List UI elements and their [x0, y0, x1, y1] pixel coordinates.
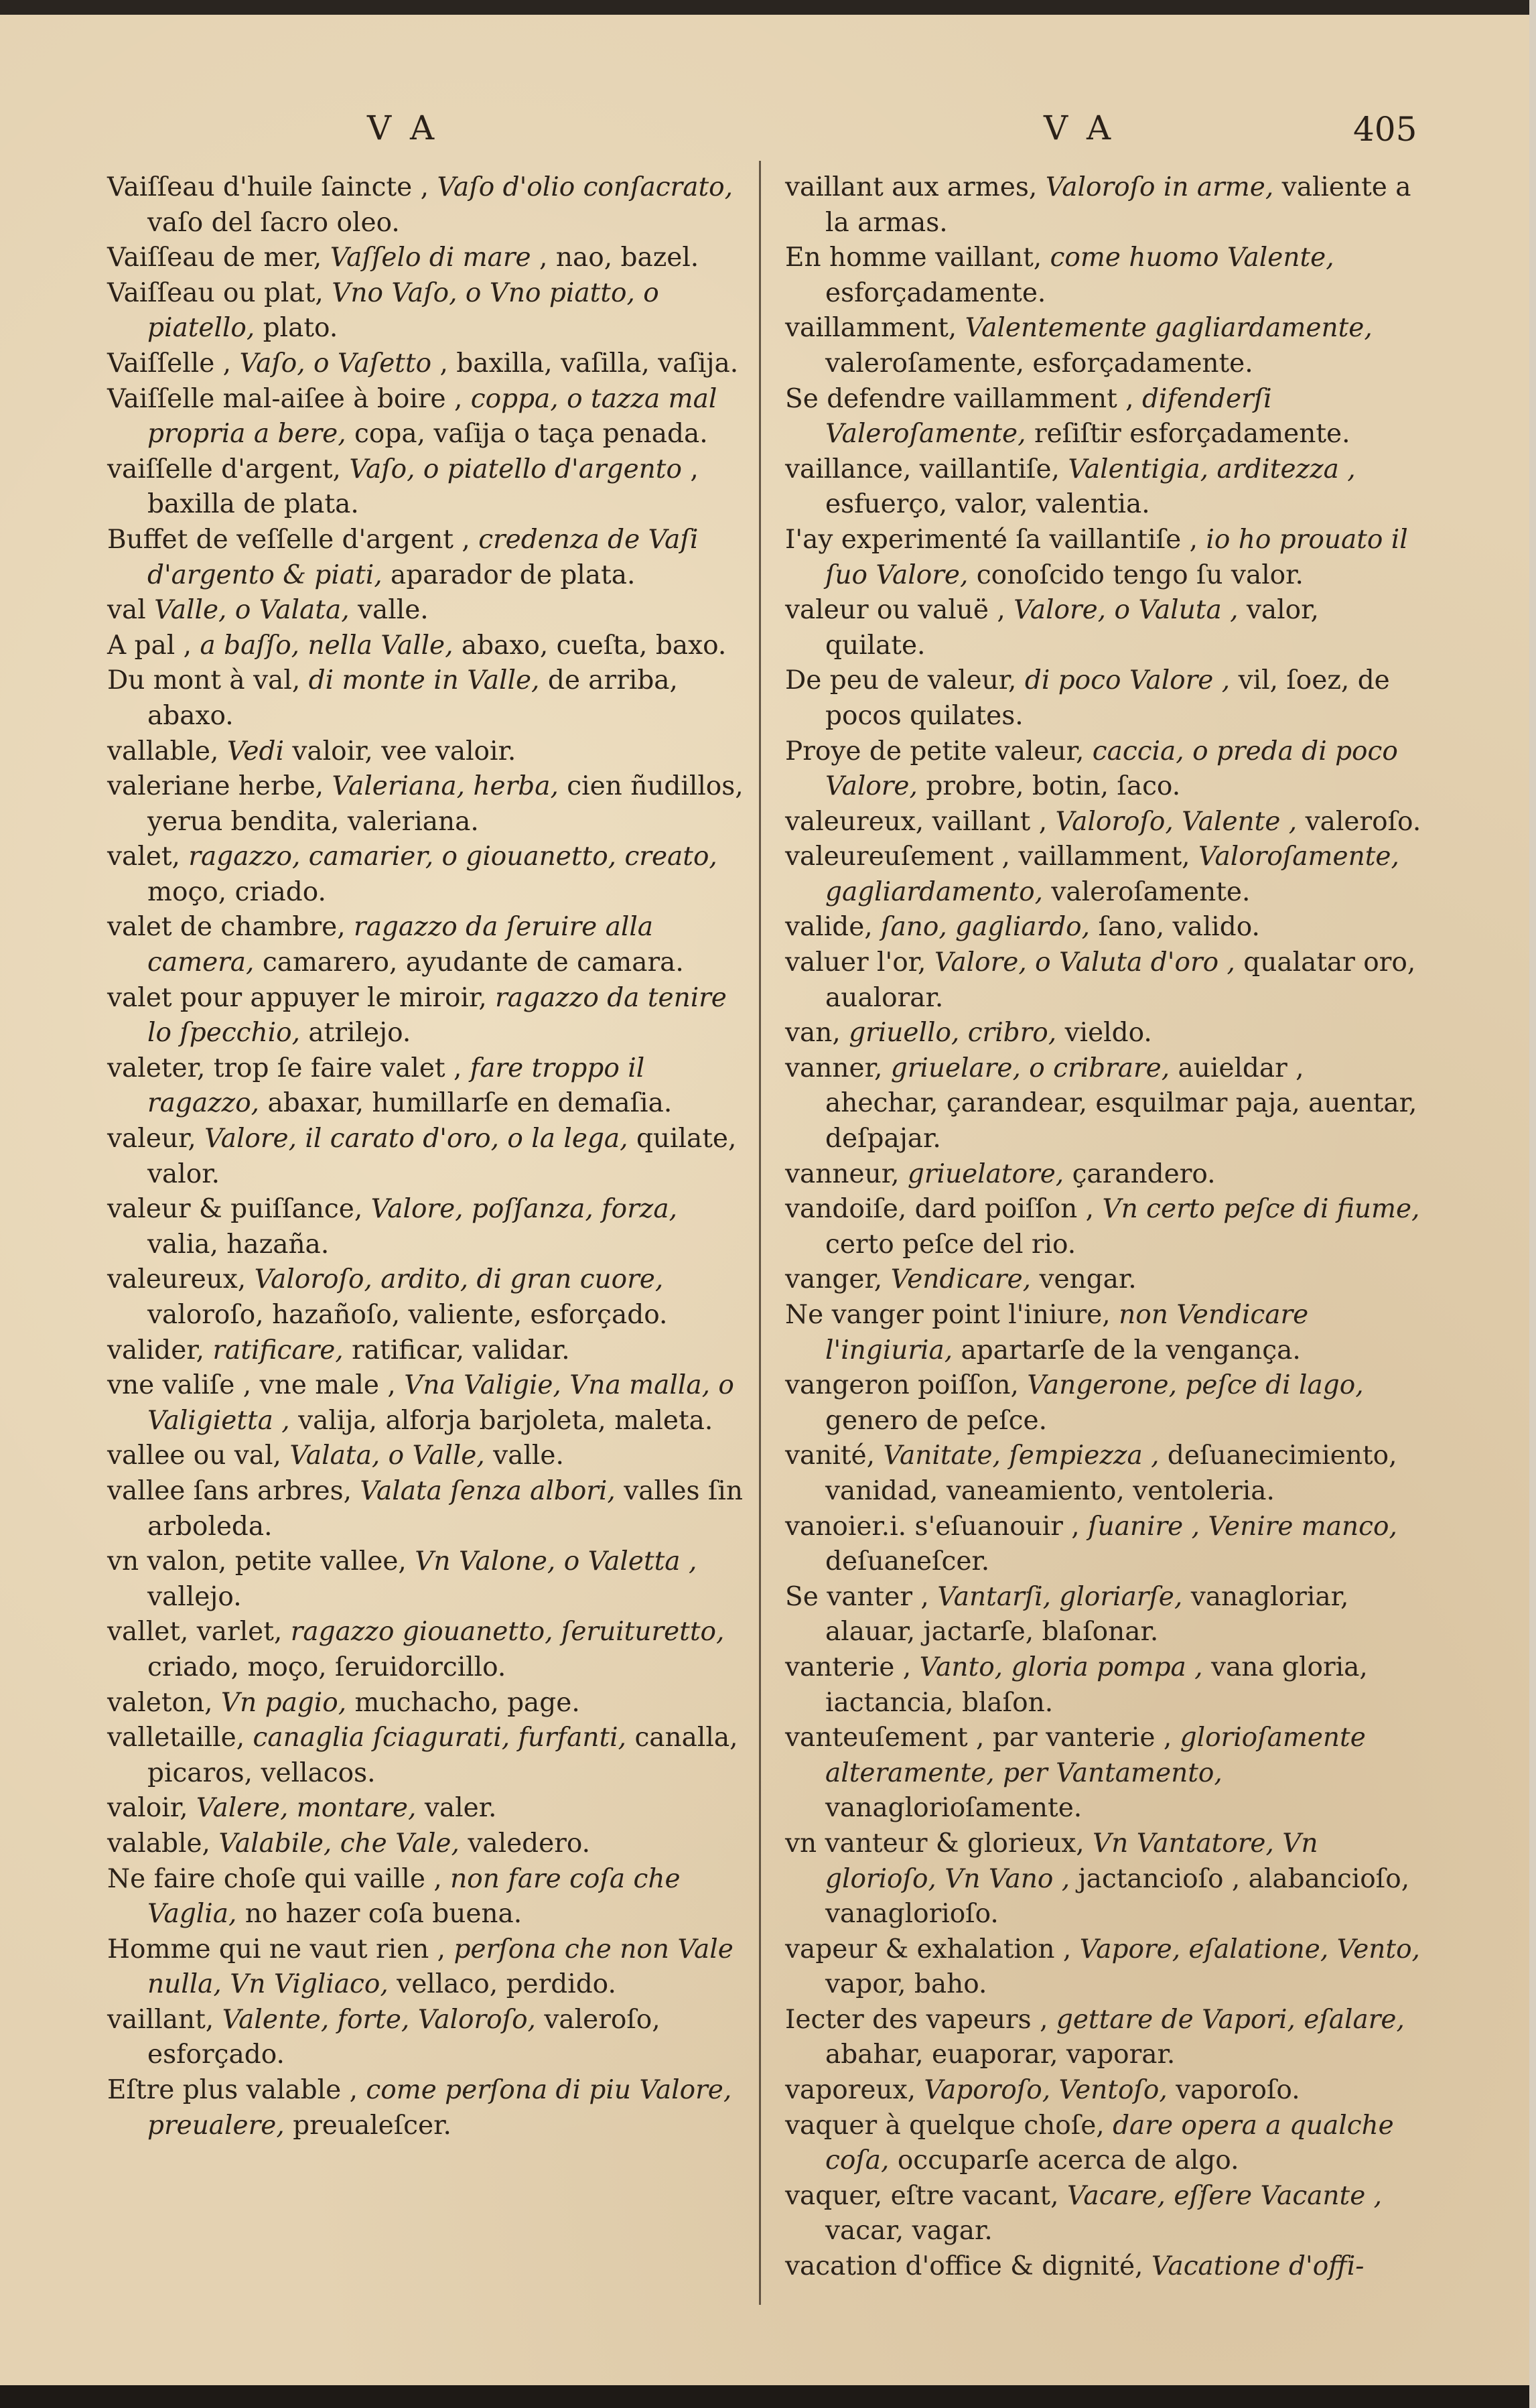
entry-headword: A pal , — [107, 630, 192, 661]
entry-italian: Vacatione d'offi- — [1151, 2251, 1365, 2282]
entry-spanish: valia, hazaña. — [147, 1229, 330, 1260]
entry-headword: valuer l'or, — [785, 947, 926, 978]
dictionary-entry — [785, 523, 1421, 593]
dictionary-entry — [785, 2003, 1421, 2073]
entry-headword: vanoier.i. s'eſuanouir , — [785, 1511, 1080, 1542]
dictionary-entry — [785, 734, 1421, 805]
entry-headword: Vaiſſeau de mer, — [107, 243, 322, 273]
entry-spanish: valles ſin arboleda. — [147, 1475, 743, 1542]
entry-headword: valable, — [107, 1828, 210, 1859]
entry-italian: Vendicare, — [890, 1264, 1032, 1295]
entry-spanish: vana gloria, iactancia, blaſon. — [825, 1652, 1368, 1718]
entry-headword: vaillance, vaillantiſe, — [785, 454, 1060, 484]
entry-headword: valet de chambre, — [107, 912, 346, 943]
dictionary-entry — [107, 593, 747, 628]
entry-italian: Valore, o Valuta d'oro , — [934, 947, 1235, 978]
dictionary-entry — [785, 1298, 1421, 1368]
entry-spanish: plato. — [263, 313, 338, 344]
entry-headword: Eſtre plus valable , — [107, 2075, 358, 2106]
entry-headword: Ne faire choſe qui vaille , — [107, 1863, 442, 1894]
dictionary-entry — [107, 910, 747, 980]
entry-italian: Valoroſamente, gagliardamento, — [825, 842, 1399, 907]
entry-italian: Valoroſo, Valente , — [1055, 806, 1298, 837]
entry-italian: ſuanire , Venire manco, — [1088, 1511, 1397, 1542]
entry-headword: vaillamment, — [785, 313, 957, 344]
entry-spanish: vellaco, perdido. — [397, 1969, 616, 2000]
entry-italian: Valabile, che Vale, — [218, 1828, 460, 1859]
entry-spanish: esforçadamente. — [825, 277, 1046, 308]
entry-headword: vanteuſement , par vanterie , — [785, 1723, 1172, 1753]
dictionary-entry — [107, 2073, 747, 2143]
entry-spanish: probre, botin, ſaco. — [926, 771, 1181, 802]
entry-italian: griuelatore, — [907, 1158, 1064, 1189]
entry-italian: Vaſo, o piatello d'argento — [349, 454, 682, 484]
dictionary-entry — [785, 1192, 1421, 1262]
entry-italian: ragazzo, camarier, o giouanetto, creato, — [188, 842, 717, 872]
dictionary-entry — [785, 805, 1421, 840]
dictionary-entry — [785, 1510, 1421, 1580]
entry-headword: van, — [785, 1018, 841, 1049]
dictionary-entry — [785, 910, 1421, 945]
entry-spanish: aparador de plata. — [391, 559, 636, 590]
entry-headword: vaillant aux armes, — [785, 172, 1038, 202]
dictionary-entry — [785, 1580, 1421, 1650]
entry-spanish: valeroſamente. — [1051, 876, 1251, 907]
entry-spanish: vacar, vagar. — [825, 2216, 993, 2247]
dictionary-entry — [785, 1439, 1421, 1509]
entry-spanish: vieldo. — [1064, 1018, 1152, 1049]
entry-headword: valeton, — [107, 1687, 213, 1718]
entry-italian: Vanto, gloria pompa , — [919, 1652, 1203, 1682]
entry-spanish: auieldar , ahechar, çarandear, esquilmar paja, auentar, deſpajar. — [825, 1053, 1417, 1154]
entry-spanish: abaxar, humillarſe en demaſia. — [267, 1088, 673, 1119]
dictionary-entry — [107, 1862, 747, 1932]
entry-spanish: vaſo del ſacro oleo. — [147, 207, 400, 238]
entry-spanish: deſuaneſcer. — [825, 1546, 990, 1577]
page-number: 405 — [1353, 110, 1417, 149]
entry-spanish: qualatar oro, aualorar. — [825, 947, 1416, 1013]
dictionary-entry — [107, 1368, 747, 1439]
entry-spanish: camarero, ayudante de camara. — [262, 947, 684, 978]
entry-spanish: vil, ſoez, de pocos quilates. — [825, 665, 1390, 731]
entry-headword: vangeron poiſſon, — [785, 1370, 1019, 1401]
entry-headword: valeureuſement , vaillamment, — [785, 842, 1190, 872]
entry-spanish: çarandero. — [1072, 1158, 1216, 1189]
left-column — [107, 170, 747, 2143]
column-divider — [759, 161, 761, 2305]
entry-headword: vn vanteur & glorieux, — [785, 1828, 1085, 1859]
entry-headword: vaporeux, — [785, 2075, 916, 2106]
entry-spanish: vapor, baho. — [825, 1969, 987, 2000]
entry-headword: Proye de petite valeur, — [785, 736, 1085, 766]
entry-spanish: valeroſamente, esforçadamente. — [825, 348, 1253, 379]
entry-italian: come perſona di piu Valore, preualere, — [147, 2075, 732, 2141]
entry-spanish: ratificar, validar. — [352, 1335, 570, 1365]
entry-italian: Valore, o Valuta , — [1014, 595, 1239, 626]
entry-italian: come huomo Valente, — [1050, 243, 1334, 273]
entry-italian: Vno Vaſo, o Vno piatto, o piatello, — [147, 277, 659, 344]
entry-headword: vallable, — [107, 736, 219, 766]
entry-italian: Vn pagio, — [220, 1687, 347, 1718]
entry-headword: Vaiſſelle , — [107, 348, 232, 379]
entry-spanish: genero de peſce. — [825, 1405, 1048, 1436]
entry-headword: Vaiſſeau ou plat, — [107, 277, 324, 308]
entry-headword: Iecter des vapeurs , — [785, 2004, 1048, 2035]
entry-spanish: valija, alforja barjoleta, maleta. — [298, 1405, 713, 1436]
dictionary-entry — [785, 663, 1421, 734]
dictionary-entry — [785, 1826, 1421, 1932]
scan-edge-bottom — [0, 2385, 1536, 2408]
entry-headword: Vaiſſelle mal-aiſee à boire , — [107, 383, 463, 414]
dictionary-entry — [107, 734, 747, 770]
dictionary-entry — [785, 1262, 1421, 1298]
entry-italian: Valere, montare, — [196, 1793, 417, 1824]
dictionary-entry — [107, 1826, 747, 1862]
entry-italian: ragazzo giouanetto, ſeruituretto, — [290, 1617, 725, 1648]
entry-italian: io ho prouato il ſuo Valore, — [825, 524, 1408, 590]
entry-italian: Valata, o Valle, — [289, 1441, 485, 1471]
dictionary-entry — [785, 840, 1421, 910]
entry-headword: vaillant, — [107, 2004, 214, 2035]
entry-italian: Valore, poſſanza, forza, — [370, 1194, 677, 1225]
entry-headword: Buffet de veſſelle d'argent , — [107, 524, 470, 555]
entry-spanish: valle. — [493, 1441, 564, 1471]
entry-headword: Vaiſſeau d'huile ſaincte , — [107, 172, 429, 202]
entry-italian: Vantarſi, gloriarſe, — [937, 1581, 1183, 1612]
entry-spanish: valle. — [358, 595, 429, 626]
dictionary-entry — [107, 1051, 747, 1122]
entry-spanish: conoſcido tengo ſu valor. — [976, 559, 1304, 590]
entry-italian: ratificare, — [212, 1335, 344, 1365]
entry-spanish: vanaglorioſamente. — [825, 1793, 1083, 1824]
dictionary-entry — [107, 382, 747, 452]
entry-headword: valeur & puiſſance, — [107, 1194, 363, 1225]
entry-italian: gettare de Vapori, eſalare, — [1056, 2004, 1405, 2035]
entry-spanish: vengar. — [1039, 1264, 1137, 1295]
entry-headword: valeureux, — [107, 1264, 247, 1295]
dictionary-entry — [107, 1791, 747, 1826]
entry-spanish: abahar, euaporar, vaporar. — [825, 2039, 1176, 2070]
dictionary-entry — [785, 1157, 1421, 1193]
entry-headword: vaquer, eſtre vacant, — [785, 2180, 1059, 2211]
entry-italian: Valore, il carato d'oro, o la lega, — [204, 1124, 628, 1154]
dictionary-entry — [107, 276, 747, 346]
entry-headword: vne valiſe , vne male , — [107, 1370, 396, 1401]
dictionary-entry — [785, 382, 1421, 452]
entry-italian: perſona che non Vale nulla, Vn Vigliaco, — [147, 1934, 734, 2000]
entry-spanish: quilate, valor. — [147, 1124, 737, 1189]
entry-headword: vandoiſe, dard poiſſon , — [785, 1194, 1095, 1225]
dictionary-entry — [785, 241, 1421, 311]
entry-italian: Valeriana, herba, — [332, 771, 559, 802]
entry-italian: Valentemente gagliardamente, — [965, 313, 1373, 344]
entry-spanish: cien ñudillos, yerua bendita, valeriana. — [147, 771, 744, 837]
entry-spanish: vanagloriar, alauar, jactarſe, blaſonar. — [825, 1581, 1349, 1648]
entry-spanish: reſiſtir esforçadamente. — [1034, 419, 1350, 450]
entry-italian: di monte in Valle, — [308, 665, 540, 696]
entry-italian: di poco Valore , — [1024, 665, 1231, 696]
entry-headword: Se vanter , — [785, 1581, 929, 1612]
entry-spanish: abaxo, cueſta, baxo. — [461, 630, 727, 661]
entry-spanish: atrilejo. — [308, 1018, 411, 1049]
entry-italian: Valoroſo, ardito, di gran cuore, — [254, 1264, 664, 1295]
entry-spanish: apartarſe de la vengança. — [961, 1335, 1301, 1365]
entry-spanish: jactancioſo , alabancioſo, vanaglorioſo. — [825, 1863, 1410, 1930]
entry-headword: En homme vaillant, — [785, 243, 1042, 273]
entry-italian: caccia, o preda di poco Valore, — [825, 736, 1398, 802]
dictionary-entry — [785, 1051, 1421, 1157]
entry-italian: dare opera a qualche coſa, — [825, 2110, 1394, 2176]
entry-headword: Ne vanger point l'iniure, — [785, 1300, 1111, 1330]
entry-spanish: valedero. — [468, 1828, 591, 1859]
entry-headword: valet, — [107, 842, 180, 872]
entry-headword: valeur, — [107, 1124, 196, 1154]
entry-italian: griuello, cribro, — [849, 1018, 1057, 1049]
entry-spanish: valoroſo, hazañoſo, valiente, esforçado. — [147, 1300, 668, 1330]
entry-spanish: vallejo. — [147, 1581, 242, 1612]
entry-headword: valet pour appuyer le miroir, — [107, 982, 487, 1013]
entry-italian: ſano, gagliardo, — [881, 912, 1091, 943]
dictionary-entry — [107, 1721, 747, 1791]
entry-italian: glorioſamente alteramente, per Vantamento, — [825, 1723, 1366, 1788]
entry-headword: vacation d'office & dignité, — [785, 2251, 1143, 2282]
entry-italian: Valente, forte, Valoroſo, — [222, 2004, 536, 2035]
entry-italian: non fare coſa che Vaglia, — [147, 1863, 681, 1930]
entry-spanish: preualeſcer. — [293, 2110, 451, 2141]
entry-spanish: valer. — [424, 1793, 497, 1824]
right-column — [785, 170, 1421, 2285]
entry-italian: griuelare, o cribrare, — [890, 1053, 1170, 1083]
dictionary-entry — [785, 452, 1421, 523]
entry-headword: valeur ou valuë , — [785, 595, 1005, 626]
entry-spanish: de arriba, abaxo. — [147, 665, 678, 731]
entry-headword: vanger, — [785, 1264, 883, 1295]
entry-headword: I'ay experimenté ſa vaillantiſe , — [785, 524, 1198, 555]
entry-spanish: valiente a la armas. — [825, 172, 1411, 238]
dictionary-entry — [107, 1932, 747, 2003]
dictionary-entry — [785, 945, 1421, 1016]
dictionary-entry — [785, 1932, 1421, 2003]
dictionary-entry — [107, 452, 747, 523]
dictionary-entry — [107, 769, 747, 840]
dictionary-entry — [107, 663, 747, 734]
entry-italian: Vaſſelo di mare — [330, 243, 531, 273]
entry-headword: vanterie , — [785, 1652, 912, 1682]
dictionary-entry — [107, 1262, 747, 1333]
entry-italian: fare troppo il ragazzo, — [147, 1053, 645, 1119]
dictionary-entry — [107, 1439, 747, 1474]
dictionary-entry — [107, 1474, 747, 1544]
entry-headword: Se defendre vaillamment , — [785, 383, 1134, 414]
entry-italian: coppa, o tazza mal propria a bere, — [147, 383, 717, 450]
entry-headword: valeriane herbe, — [107, 771, 324, 802]
entry-spanish: valoir, vee valoir. — [292, 736, 516, 766]
dictionary-entry — [107, 1192, 747, 1262]
entry-italian: Vn Valone, o Valetta , — [415, 1546, 697, 1577]
dictionary-entry — [107, 1333, 747, 1369]
entry-spanish: , nao, bazel. — [539, 243, 699, 273]
entry-headword: vaquer à quelque choſe, — [785, 2110, 1105, 2141]
dictionary-entry — [107, 523, 747, 593]
entry-spanish: no hazer coſa buena. — [245, 1899, 522, 1930]
entry-headword: De peu de valeur, — [785, 665, 1017, 696]
entry-headword: Homme qui ne vaut rien , — [107, 1934, 446, 1964]
dictionary-entry — [785, 2109, 1421, 2179]
entry-spanish: certo peſce del rio. — [825, 1229, 1076, 1260]
entry-italian: Vn Vantatore, Vn glorioſo, Vn Vano , — [825, 1828, 1318, 1894]
entry-italian: Vedi — [226, 736, 284, 766]
entry-spanish: ſano, valido. — [1098, 912, 1260, 943]
dictionary-entry — [785, 1016, 1421, 1051]
entry-headword: vn valon, petite vallee, — [107, 1546, 407, 1577]
entry-italian: Vangerone, peſce di lago, — [1027, 1370, 1364, 1401]
scan-edge-right — [1529, 0, 1536, 2408]
entry-italian: ragazzo da tenire lo ſpecchio, — [147, 982, 727, 1049]
entry-italian: Vaporoſo, Ventoſo, — [924, 2075, 1168, 2106]
dictionary-entry — [785, 1650, 1421, 1721]
dictionary-entry — [107, 241, 747, 276]
entry-headword: vanner, — [785, 1053, 883, 1083]
entry-spanish: canalla, picaros, vellacos. — [147, 1723, 738, 1788]
dictionary-entry — [785, 593, 1421, 663]
dictionary-entry — [785, 2073, 1421, 2109]
entry-italian: difenderſi Valeroſamente, — [825, 383, 1272, 450]
entry-headword: valeureux, vaillant , — [785, 806, 1048, 837]
dictionary-entry — [785, 2249, 1421, 2285]
entry-spanish: deſuanecimiento, vanidad, vaneamiento, ventoleria. — [825, 1441, 1397, 1506]
dictionary-entry — [107, 1686, 747, 1721]
entry-headword: vallet, varlet, — [107, 1617, 283, 1648]
entry-headword: valider, — [107, 1335, 205, 1365]
entry-spanish: criado, moço, ſeruidorcillo. — [147, 1652, 506, 1682]
entry-headword: vaiſſelle d'argent, — [107, 454, 341, 484]
dictionary-entry — [107, 346, 747, 382]
entry-headword: vanité, — [785, 1441, 876, 1471]
entry-italian: Vapore, eſalatione, Vento, — [1079, 1934, 1420, 1964]
dictionary-entry — [785, 2179, 1421, 2249]
entry-spanish: moço, criado. — [147, 876, 326, 907]
entry-italian: Valoroſo in arme, — [1045, 172, 1274, 202]
entry-italian: Vn certo peſce di fiume, — [1102, 1194, 1420, 1225]
entry-italian: Vna Valigie, Vna malla, o Valigietta , — [147, 1370, 734, 1436]
entry-italian: Vaſo d'olio conſacrato, — [437, 172, 734, 202]
entry-spanish: , baxilla, vaſilla, vaſija. — [439, 348, 739, 379]
dictionary-entry — [785, 311, 1421, 381]
entry-italian: Valentigia, arditezza , — [1068, 454, 1356, 484]
entry-italian: Vanitate, ſempiezza , — [883, 1441, 1160, 1471]
entry-italian: Valle, o Valata, — [154, 595, 350, 626]
entry-italian: ragazzo da ſeruire alla camera, — [147, 912, 654, 978]
entry-italian: non Vendicare l'ingiuria, — [825, 1300, 1309, 1365]
entry-spanish: esfuerço, valor, valentia. — [825, 489, 1150, 520]
dictionary-entry — [107, 1544, 747, 1615]
dictionary-entry — [107, 170, 747, 241]
dictionary-entry — [107, 1615, 747, 1685]
entry-italian: a baſſo, nella Valle, — [200, 630, 453, 661]
entry-italian: Valata ſenza albori, — [360, 1475, 616, 1506]
entry-spanish: , baxilla de plata. — [147, 454, 699, 520]
dictionary-entry — [785, 1368, 1421, 1439]
entry-spanish: occuparſe acerca de algo. — [897, 2145, 1239, 2176]
entry-spanish: muchacho, page. — [354, 1687, 580, 1718]
dictionary-page — [0, 15, 1536, 2387]
entry-italian: Vacare, eſſere Vacante , — [1066, 2180, 1383, 2211]
running-head-left: V A — [367, 109, 439, 147]
dictionary-entry — [107, 840, 747, 910]
dictionary-entry — [107, 981, 747, 1051]
running-head-right: V A — [1044, 109, 1115, 147]
entry-spanish: valeroſo. — [1305, 806, 1421, 837]
entry-headword: valoir, — [107, 1793, 188, 1824]
entry-spanish: valeroſo, esforçado. — [147, 2004, 660, 2070]
entry-headword: Du mont à val, — [107, 665, 301, 696]
entry-italian: canaglia ſciagurati, furfanti, — [253, 1723, 627, 1753]
entry-headword: val — [107, 595, 146, 626]
entry-headword: vallee ſans arbres, — [107, 1475, 352, 1506]
dictionary-entry — [785, 170, 1421, 241]
entry-headword: vanneur, — [785, 1158, 900, 1189]
entry-headword: vallee ou val, — [107, 1441, 281, 1471]
entry-italian: credenza de Vaſi d'argento & piati, — [147, 524, 699, 590]
entry-headword: vapeur & exhalation , — [785, 1934, 1072, 1964]
dictionary-entry — [107, 2003, 747, 2073]
entry-italian: Vaſo, o Vaſetto — [239, 348, 432, 379]
entry-spanish: valor, quilate. — [825, 595, 1319, 661]
entry-headword: valide, — [785, 912, 873, 943]
dictionary-entry — [107, 628, 747, 664]
entry-headword: valeter, trop ſe faire valet , — [107, 1053, 462, 1083]
entry-headword: valletaille, — [107, 1723, 245, 1753]
dictionary-entry — [107, 1122, 747, 1192]
entry-spanish: copa, vaſija o taça penada. — [354, 419, 708, 450]
dictionary-entry — [785, 1721, 1421, 1826]
entry-spanish: vaporoſo. — [1176, 2075, 1300, 2106]
